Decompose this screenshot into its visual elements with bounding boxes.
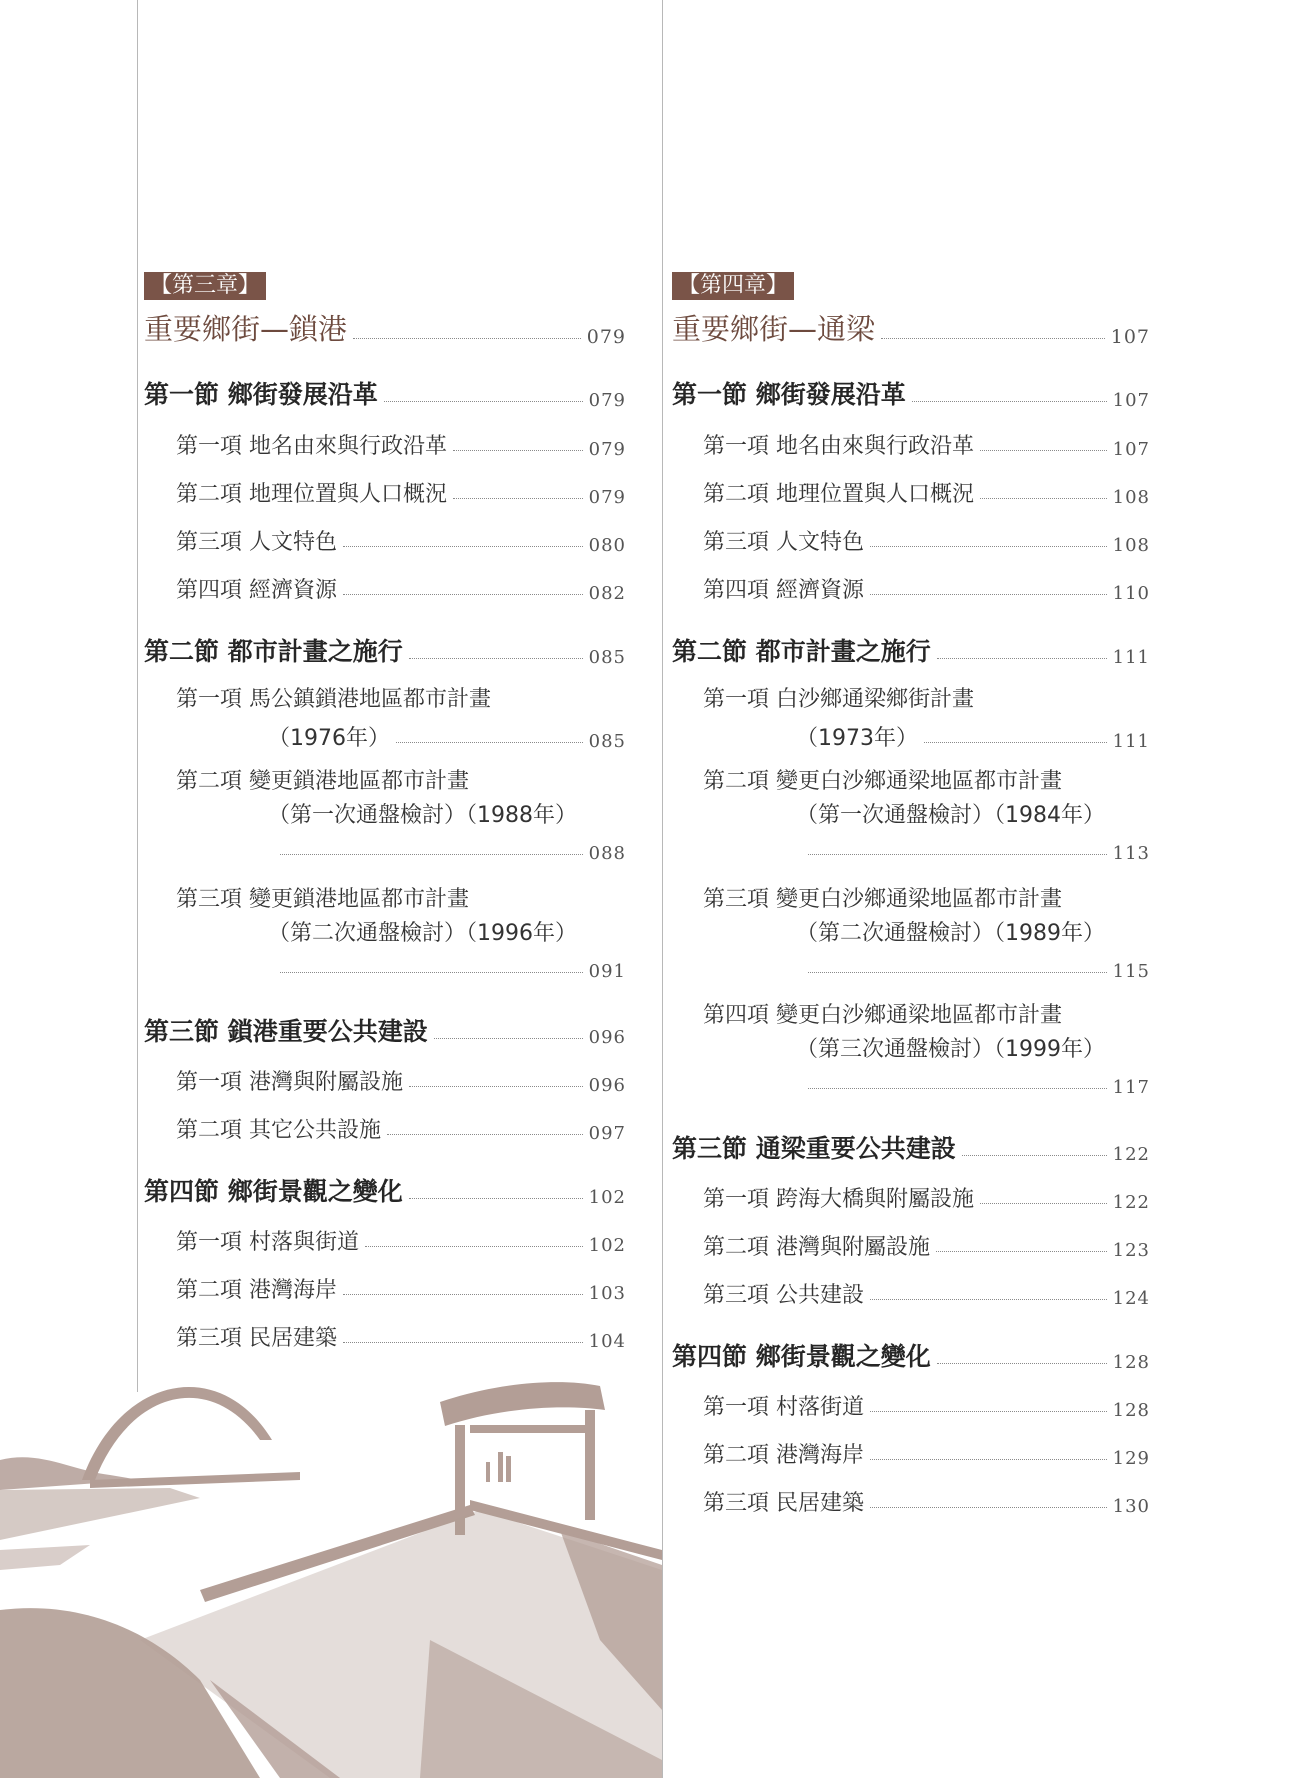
page-number: 123 xyxy=(1112,1240,1150,1261)
section-1-text: 第一節 鄉街發展沿革 xyxy=(144,380,378,409)
leader-dots xyxy=(924,742,1107,743)
item-2-4-text[interactable]: 第四項 變更白沙鄉通梁地區都市計畫 xyxy=(703,1003,1062,1028)
page-number: 122 xyxy=(1112,1144,1150,1165)
page-number: 088 xyxy=(588,843,626,864)
item-1-4[interactable] xyxy=(703,564,1150,604)
leader-dots xyxy=(808,1088,1107,1089)
page-number: 117 xyxy=(1112,1077,1150,1098)
item-3-3-text: 第三項 公共建設 xyxy=(703,1283,864,1308)
item-4-2-text: 第二項 港灣海岸 xyxy=(703,1443,864,1468)
leader-dots xyxy=(870,1299,1107,1300)
leader-dots xyxy=(870,1411,1107,1412)
section-4[interactable] xyxy=(672,1333,1150,1373)
page-number: 085 xyxy=(588,647,626,668)
item-2-2-text[interactable]: 第二項 變更鎖港地區都市計畫 xyxy=(176,769,469,794)
item-2-1-cont[interactable] xyxy=(796,712,1150,752)
item-3-1-text: 第一項 港灣與附屬設施 xyxy=(176,1070,403,1095)
item-2-2-text[interactable]: 第二項 變更白沙鄉通梁地區都市計畫 xyxy=(703,769,1062,794)
leader-dots xyxy=(870,546,1107,547)
leader-dots xyxy=(962,1155,1107,1156)
section-4-text: 第四節 鄉街景觀之變化 xyxy=(144,1177,403,1206)
page-number: 107 xyxy=(1110,326,1150,348)
item-1-1[interactable] xyxy=(703,420,1150,460)
leader-dots xyxy=(870,1507,1107,1508)
page-number: 091 xyxy=(588,961,626,982)
section-3-text: 第三節 鎖港重要公共建設 xyxy=(144,1017,428,1046)
item-4-3-text: 第三項 民居建築 xyxy=(703,1491,864,1516)
section-4-text: 第四節 鄉街景觀之變化 xyxy=(672,1342,931,1371)
item-1-4-text: 第四項 經濟資源 xyxy=(703,578,864,603)
page-number: 113 xyxy=(1112,843,1150,864)
item-2-4-cont: （第三次通盤檢討）（1999年） xyxy=(796,1037,1105,1062)
chapter-title-text: 重要鄉街—鎖港 xyxy=(144,312,348,346)
item-3-3[interactable] xyxy=(703,1269,1150,1309)
page-number: 129 xyxy=(1112,1448,1150,1469)
item-2-2-cont: （第一次通盤檢討）（1984年） xyxy=(796,803,1105,828)
item-2-3-text[interactable]: 第三項 變更鎖港地區都市計畫 xyxy=(176,887,469,912)
chapter-label: 【第四章】 xyxy=(672,272,794,300)
section-3[interactable] xyxy=(672,1125,1150,1165)
page-number: 122 xyxy=(1112,1192,1150,1213)
leader-dots xyxy=(870,594,1107,595)
page-number: 128 xyxy=(1112,1352,1150,1373)
item-1-4-text: 第四項 經濟資源 xyxy=(176,578,337,603)
item-1-1-text: 第一項 地名由來與行政沿革 xyxy=(176,434,447,459)
item-3-2[interactable] xyxy=(703,1221,1150,1261)
leader-dots xyxy=(881,338,1105,339)
leader-dots xyxy=(980,498,1107,499)
page-number: 107 xyxy=(1112,439,1150,460)
page-number: 097 xyxy=(588,1123,626,1144)
page-number: 130 xyxy=(1112,1496,1150,1517)
chapter-label: 【第三章】 xyxy=(144,272,266,300)
item-4-3[interactable] xyxy=(703,1477,1150,1517)
page-number: 082 xyxy=(588,583,626,604)
item-2-3-page[interactable] xyxy=(808,942,1150,982)
page-number: 107 xyxy=(1112,390,1150,411)
item-4-1[interactable] xyxy=(703,1381,1150,1421)
item-4-2-text: 第二項 港灣海岸 xyxy=(176,1278,337,1303)
item-2-1-text[interactable]: 第一項 馬公鎮鎖港地區都市計畫 xyxy=(176,687,491,712)
page-number: 103 xyxy=(588,1283,626,1304)
leader-dots xyxy=(808,972,1107,973)
page-number: 102 xyxy=(588,1187,626,1208)
section-1[interactable] xyxy=(672,371,1150,411)
item-1-2-text: 第二項 地理位置與人口概況 xyxy=(703,482,974,507)
leader-dots xyxy=(936,1251,1107,1252)
page-number: 108 xyxy=(1112,535,1150,556)
item-1-1-text: 第一項 地名由來與行政沿革 xyxy=(703,434,974,459)
item-2-1-cont-text: （1973年） xyxy=(796,726,918,751)
item-2-2-page[interactable] xyxy=(808,824,1150,864)
item-2-3-cont: （第二次通盤檢討）（1989年） xyxy=(796,921,1105,946)
page-number: 080 xyxy=(588,535,626,556)
item-1-3[interactable] xyxy=(703,516,1150,556)
item-1-2-text: 第二項 地理位置與人口概況 xyxy=(176,482,447,507)
page-number: 079 xyxy=(588,487,626,508)
page-number: 128 xyxy=(1112,1400,1150,1421)
item-4-3-text: 第三項 民居建築 xyxy=(176,1326,337,1351)
item-2-3-text[interactable]: 第三項 變更白沙鄉通梁地區都市計畫 xyxy=(703,887,1062,912)
item-4-1-text: 第一項 村落街道 xyxy=(703,1395,864,1420)
page-number: 079 xyxy=(586,326,626,348)
page-number: 096 xyxy=(588,1075,626,1096)
chapter-title-text: 重要鄉街—通梁 xyxy=(672,312,876,346)
item-4-2[interactable] xyxy=(703,1429,1150,1469)
page-number: 096 xyxy=(588,1027,626,1048)
item-2-4-page[interactable] xyxy=(808,1058,1150,1098)
leader-dots xyxy=(870,1459,1107,1460)
page-number: 079 xyxy=(588,439,626,460)
leader-dots xyxy=(937,658,1107,659)
chapter-title[interactable] xyxy=(672,308,1150,348)
leader-dots xyxy=(937,1363,1107,1364)
section-2-text: 第二節 都市計畫之施行 xyxy=(672,637,931,666)
leader-dots xyxy=(980,450,1107,451)
page-number: 124 xyxy=(1112,1288,1150,1309)
item-3-1[interactable] xyxy=(703,1173,1150,1213)
item-3-2-text: 第二項 港灣與附屬設施 xyxy=(703,1235,930,1260)
item-2-3-cont: （第二次通盤檢討）（1996年） xyxy=(268,921,577,946)
item-1-2[interactable] xyxy=(703,468,1150,508)
item-2-2-cont: （第一次通盤檢討）（1988年） xyxy=(268,803,577,828)
page-number: 111 xyxy=(1112,647,1150,668)
page-number: 108 xyxy=(1112,487,1150,508)
item-2-1-cont-text: （1976年） xyxy=(268,726,390,751)
item-4-1-text: 第一項 村落與街道 xyxy=(176,1230,359,1255)
item-3-1-text: 第一項 跨海大橋與附屬設施 xyxy=(703,1187,974,1212)
item-1-3-text: 第三項 人文特色 xyxy=(176,530,337,555)
leader-dots xyxy=(808,854,1107,855)
page-number: 079 xyxy=(588,390,626,411)
leader-dots xyxy=(912,401,1107,402)
item-1-3-text: 第三項 人文特色 xyxy=(703,530,864,555)
page-number: 085 xyxy=(588,731,626,752)
page-number: 110 xyxy=(1112,583,1150,604)
item-2-1-text[interactable]: 第一項 白沙鄉通梁鄉街計畫 xyxy=(703,687,974,712)
section-1-text: 第一節 鄉街發展沿革 xyxy=(672,380,906,409)
center-divider xyxy=(662,0,663,1778)
section-2-text: 第二節 都市計畫之施行 xyxy=(144,637,403,666)
section-2[interactable] xyxy=(672,628,1150,668)
section-3-text: 第三節 通梁重要公共建設 xyxy=(672,1134,956,1163)
page-number: 111 xyxy=(1112,731,1150,752)
page-number: 102 xyxy=(588,1235,626,1256)
page-number: 104 xyxy=(588,1331,626,1352)
item-3-2-text: 第二項 其它公共設施 xyxy=(176,1118,381,1143)
page-number: 115 xyxy=(1112,961,1150,982)
leader-dots xyxy=(980,1203,1107,1204)
